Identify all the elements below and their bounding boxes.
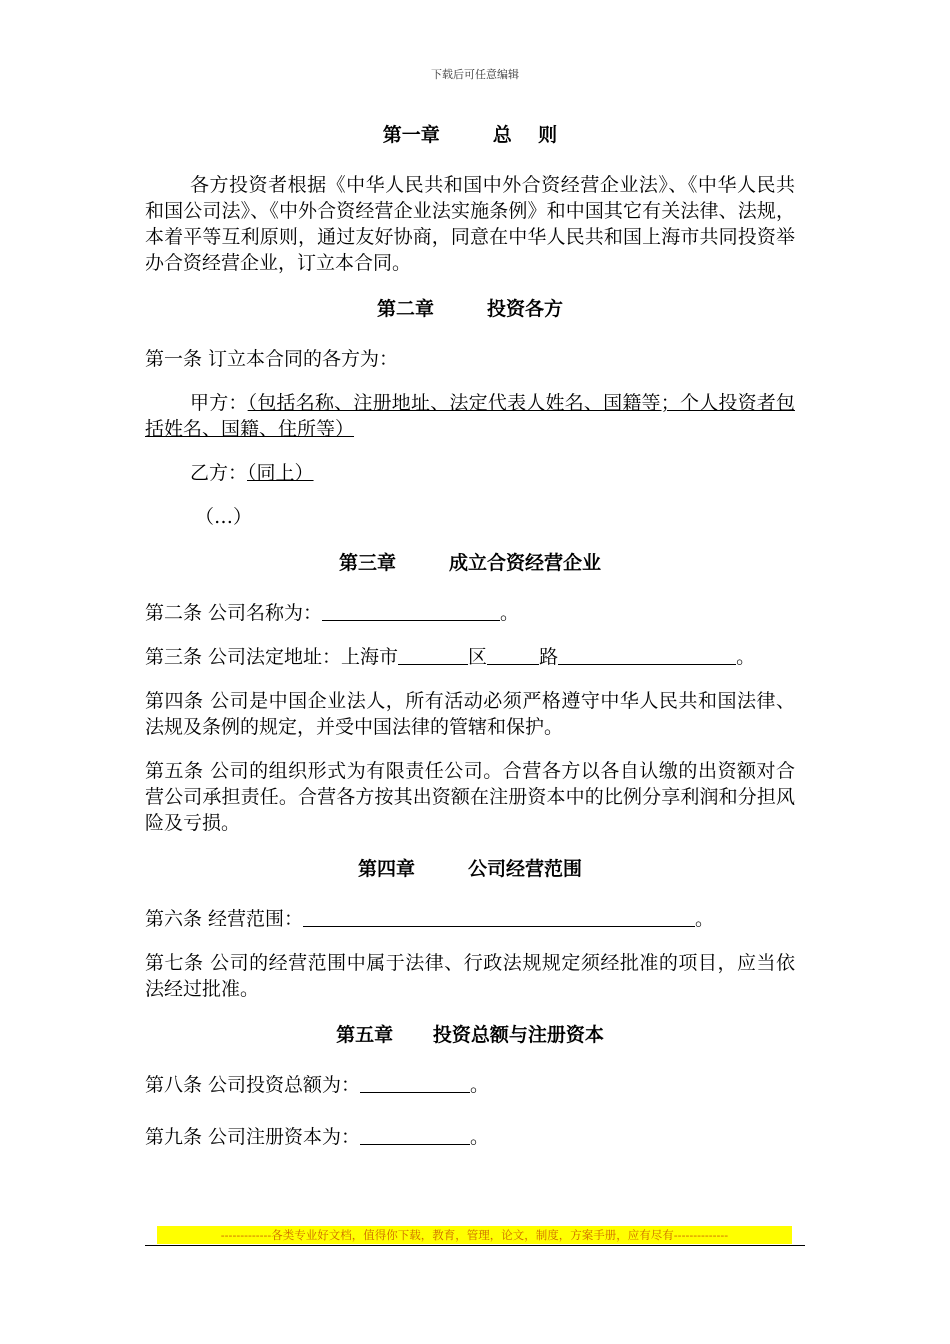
article-6-text: 第六条 经营范围： bbox=[145, 908, 304, 930]
party-b bbox=[145, 460, 795, 486]
footer-banner: -------------各类专业好文档，值得你下载，教育，管理，论文，制度，方案手册，应有尽有-------------- bbox=[157, 1226, 792, 1244]
article-3 bbox=[145, 644, 795, 670]
article-6-end: 。 bbox=[695, 908, 715, 930]
article-5: 第五条 公司的组织形式为有限责任公司。合营各方以各自认缴的出资额对合营公司承担责任。合营各方按其出资额在注册资本中的比例分享利润和分担风险及亏损。 bbox=[145, 760, 795, 834]
party-a-label: 甲方： bbox=[190, 392, 248, 414]
article-6 bbox=[145, 906, 795, 932]
article-2 bbox=[145, 600, 795, 626]
party-b-label: 乙方： bbox=[190, 462, 248, 484]
document-page bbox=[145, 120, 795, 1168]
article-8-text: 第八条 公司投资总额为： bbox=[145, 1074, 361, 1096]
address-blank[interactable] bbox=[558, 644, 736, 665]
chapter-2-title: 第二章 投资各方 bbox=[377, 298, 563, 320]
district-label: 区 bbox=[468, 646, 488, 668]
header-note: 下载后可任意编辑 bbox=[431, 68, 519, 81]
chapter-4-title: 第四章 公司经营范围 bbox=[358, 858, 582, 880]
party-a-value: （包括名称、注册地址、法定代表人姓名、国籍等；个人投资者包括姓名、国籍、住所等） bbox=[145, 392, 795, 440]
article-8 bbox=[145, 1072, 795, 1098]
article-8-end: 。 bbox=[470, 1074, 490, 1096]
ellipsis: （…） bbox=[195, 506, 253, 528]
chapter-5-title: 第五章 投资总额与注册资本 bbox=[336, 1024, 604, 1046]
article-1: 第一条 订立本合同的各方为： bbox=[145, 348, 399, 370]
article-7: 第七条 公司的经营范围中属于法律、行政法规规定须经批准的项目，应当依法经过批准。 bbox=[145, 952, 795, 1000]
road-label: 路 bbox=[539, 646, 559, 668]
article-9-end: 。 bbox=[470, 1126, 490, 1148]
article-3-end: 。 bbox=[736, 646, 756, 668]
article-2-end: 。 bbox=[500, 602, 520, 624]
article-2-text: 第二条 公司名称为： bbox=[145, 602, 323, 624]
party-b-value: （同上） bbox=[247, 462, 314, 484]
district-blank[interactable] bbox=[398, 644, 468, 665]
registered-capital-blank[interactable] bbox=[360, 1124, 470, 1145]
business-scope-blank[interactable] bbox=[303, 906, 695, 927]
company-name-blank[interactable] bbox=[322, 600, 500, 621]
article-3-text: 第三条 公司法定地址：上海市 bbox=[145, 646, 399, 668]
article-9-text: 第九条 公司注册资本为： bbox=[145, 1126, 361, 1148]
road-blank[interactable] bbox=[487, 644, 539, 665]
chapter-1-title: 第一章 总 则 bbox=[382, 124, 558, 146]
footer-divider bbox=[145, 1245, 805, 1246]
article-4: 第四条 公司是中国企业法人，所有活动必须严格遵守中华人民共和国法律、法规及条例的规定，并受中国法律的管辖和保护。 bbox=[145, 690, 795, 738]
preamble-paragraph: 各方投资者根据《中华人民共和国中外合资经营企业法》、《中华人民共和国公司法》、《中外合资经营企业法实施条例》和中国其它有关法律、法规，本着平等互利原则，通过友好协商，同意在中华人民共和国上海市共同投资举办合资经营企业，订立本合同。 bbox=[145, 174, 795, 274]
chapter-3-title: 第三章 成立合资经营企业 bbox=[339, 552, 601, 574]
article-9 bbox=[145, 1124, 795, 1150]
party-a bbox=[145, 390, 795, 442]
total-investment-blank[interactable] bbox=[360, 1072, 470, 1093]
